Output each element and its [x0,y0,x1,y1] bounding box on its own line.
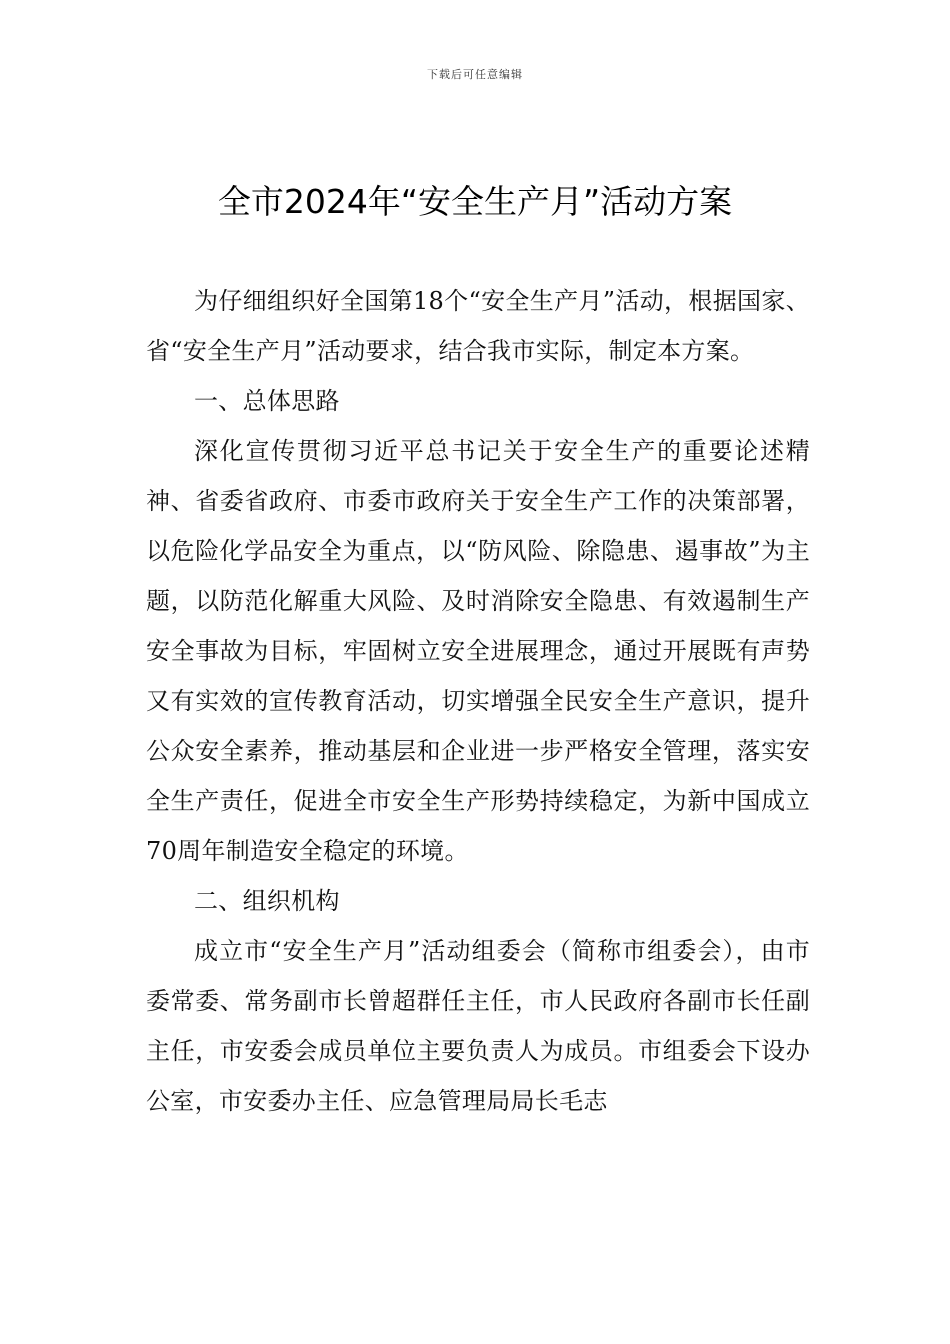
document-title: 全市2024年“安全生产月”活动方案 [217,182,733,221]
download-editable-note: 下载后可任意编辑 [427,68,523,81]
document-body [146,276,810,1126]
organization-paragraph: 成立市“安全生产月”活动组委会（简称市组委会），由市委常委、常务副市长曾超群任主任，市人民政府各副市长任副主任，市安委会成员单位主要负责人为成员。市组委会下设办公室，市安委办主任、应急管理局局长毛志 [146,937,810,1115]
section-heading-organization: 二、组织机构 [194,887,340,915]
overall-approach-paragraph: 深化宣传贯彻习近平总书记关于安全生产的重要论述精神、省委省政府、市委市政府关于安全生产工作的决策部署，以危险化学品安全为重点，以“防风险、除隐患、遏事故”为主题，以防范化解重大风险、及时消除安全隐患、有效遏制生产安全事故为目标，牢固树立安全进展理念，通过开展既有声势又有实效的宣传教育活动，切实增强全民安全生产意识，提升公众安全素养，推动基层和企业进一步严格安全管理，落实安全生产责任，促进全市安全生产形势持续稳定，为新中国成立70周年制造安全稳定的环境。 [146,437,810,865]
intro-paragraph: 为仔细组织好全国第18个“安全生产月”活动，根据国家、省“安全生产月”活动要求，结合我市实际，制定本方案。 [146,287,810,365]
section-heading-overall-approach: 一、总体思路 [194,387,340,415]
